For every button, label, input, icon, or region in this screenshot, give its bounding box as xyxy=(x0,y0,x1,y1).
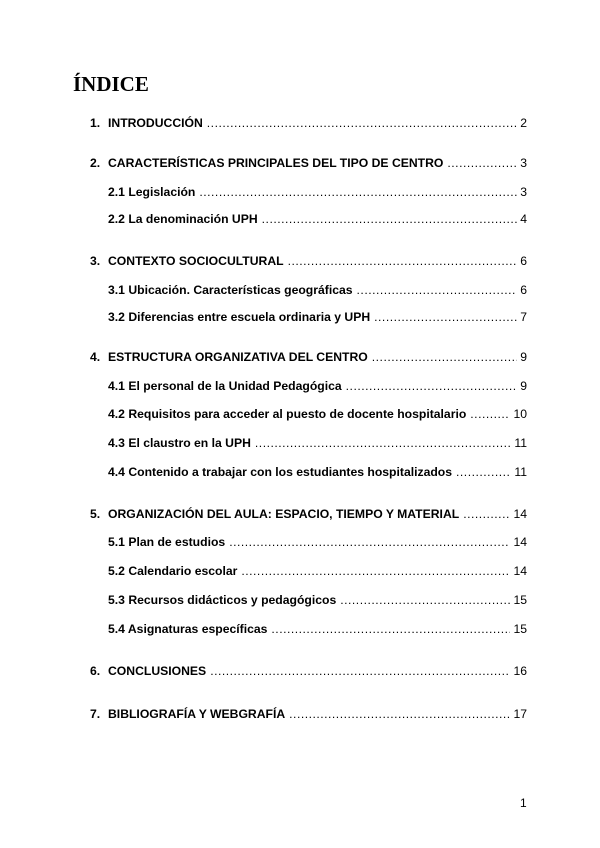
toc-entry-claustro[interactable] xyxy=(108,435,527,451)
toc-entry-title: 4.2 Requisitos para acceder al puesto de docente hospitalario xyxy=(108,407,467,421)
toc-leader-dots xyxy=(447,155,517,171)
toc-entry-title: 3.1 Ubicación. Características geográficas xyxy=(108,283,353,297)
toc-entry-page: 16 xyxy=(513,664,527,678)
toc-entry-title: 5.4 Asignaturas específicas xyxy=(108,622,268,636)
toc-entry-diferencias[interactable] xyxy=(108,309,527,325)
toc-entry-recursos[interactable] xyxy=(108,592,527,608)
toc-leader-dots xyxy=(470,406,510,422)
toc-leader-dots xyxy=(241,563,510,579)
toc-leader-dots xyxy=(346,378,518,394)
toc-leader-dots xyxy=(288,253,518,269)
toc-entry-page: 15 xyxy=(513,593,527,607)
toc-entry-legislacion[interactable] xyxy=(108,184,527,200)
toc-leader-dots xyxy=(463,506,510,522)
toc-leader-dots xyxy=(199,184,517,200)
toc-entry-title: 2.1 Legislación xyxy=(108,185,196,199)
toc-entry-title: 4.3 El claustro en la UPH xyxy=(108,436,251,450)
toc-entry-estructura-organizativa[interactable] xyxy=(90,349,527,365)
toc-leader-dots xyxy=(262,211,518,227)
toc-entry-page: 7 xyxy=(520,310,527,324)
toc-entry-introduccion[interactable] xyxy=(90,115,527,131)
toc-entry-page: 11 xyxy=(514,436,527,450)
toc-entry-requisitos[interactable] xyxy=(108,406,527,422)
toc-entry-number: 7. xyxy=(90,707,101,721)
toc-entry-number: 3. xyxy=(90,254,101,268)
toc-entry-title: CARACTERÍSTICAS PRINCIPALES DEL TIPO DE CENTRO xyxy=(108,156,444,170)
page-number: 1 xyxy=(520,796,527,810)
toc-entry-caracteristicas[interactable] xyxy=(90,155,527,171)
toc-entry-page: 9 xyxy=(520,350,527,364)
toc-entry-title: 2.2 La denominación UPH xyxy=(108,212,258,226)
toc-entry-title: CONTEXTO SOCIOCULTURAL xyxy=(108,254,284,268)
toc-entry-plan-estudios[interactable] xyxy=(108,534,527,550)
toc-entry-page: 15 xyxy=(513,622,527,636)
toc-entry-page: 4 xyxy=(520,212,527,226)
toc-leader-dots xyxy=(374,309,517,325)
toc-entry-number: 5. xyxy=(90,507,101,521)
toc-leader-dots xyxy=(207,115,517,131)
toc-leader-dots xyxy=(255,435,511,451)
toc-entry-page: 3 xyxy=(520,185,527,199)
toc-entry-calendario[interactable] xyxy=(108,563,527,579)
toc-leader-dots xyxy=(289,706,510,722)
toc-entry-ubicacion[interactable] xyxy=(108,282,527,298)
toc-entry-page: 11 xyxy=(514,465,527,479)
toc-entry-contenido[interactable] xyxy=(108,464,527,480)
toc-entry-title: 5.2 Calendario escolar xyxy=(108,564,238,578)
toc-entry-title: 5.3 Recursos didácticos y pedagógicos xyxy=(108,593,337,607)
toc-entry-page: 9 xyxy=(520,379,527,393)
toc-leader-dots xyxy=(372,349,517,365)
toc-leader-dots xyxy=(210,663,510,679)
toc-entry-conclusiones[interactable] xyxy=(90,663,527,679)
toc-entry-page: 3 xyxy=(520,156,527,170)
toc-entry-contexto-sociocultural[interactable] xyxy=(90,253,527,269)
toc-entry-page: 14 xyxy=(513,507,527,521)
toc-leader-dots xyxy=(271,621,510,637)
toc-entry-page: 14 xyxy=(513,564,527,578)
toc-leader-dots xyxy=(229,534,510,550)
toc-entry-page: 6 xyxy=(520,283,527,297)
toc-entry-asignaturas[interactable] xyxy=(108,621,527,637)
toc-entry-title: 5.1 Plan de estudios xyxy=(108,535,226,549)
toc-entry-number: 1. xyxy=(90,116,101,130)
toc-entry-number: 6. xyxy=(90,664,101,678)
toc-entry-page: 14 xyxy=(513,535,527,549)
toc-entry-title: CONCLUSIONES xyxy=(108,664,207,678)
index-heading: ÍNDICE xyxy=(73,72,149,96)
toc-entry-organizacion-aula[interactable] xyxy=(90,506,527,522)
toc-entry-title: 4.4 Contenido a trabajar con los estudiantes hospitalizados xyxy=(108,465,453,479)
toc-entry-title: BIBLIOGRAFÍA Y WEBGRAFÍA xyxy=(108,707,286,721)
toc-entry-page: 10 xyxy=(513,407,527,421)
toc-entry-title: ORGANIZACIÓN DEL AULA: ESPACIO, TIEMPO Y MATERIAL xyxy=(108,507,460,521)
toc-entry-page: 2 xyxy=(520,116,527,130)
toc-entry-personal[interactable] xyxy=(108,378,527,394)
toc-entry-page: 17 xyxy=(513,707,527,721)
toc-entry-number: 2. xyxy=(90,156,101,170)
toc-entry-title: ESTRUCTURA ORGANIZATIVA DEL CENTRO xyxy=(108,350,368,364)
toc-entry-title: INTRODUCCIÓN xyxy=(108,116,203,130)
toc-leader-dots xyxy=(456,464,511,480)
toc-entry-title: 3.2 Diferencias entre escuela ordinaria y UPH xyxy=(108,310,371,324)
toc-entry-denominacion-uph[interactable] xyxy=(108,211,527,227)
toc-leader-dots xyxy=(340,592,510,608)
toc-entry-page: 6 xyxy=(520,254,527,268)
toc-entry-title: 4.1 El personal de la Unidad Pedagógica xyxy=(108,379,342,393)
toc-entry-bibliografia[interactable] xyxy=(90,706,527,722)
toc-entry-number: 4. xyxy=(90,350,101,364)
toc-leader-dots xyxy=(357,282,518,298)
